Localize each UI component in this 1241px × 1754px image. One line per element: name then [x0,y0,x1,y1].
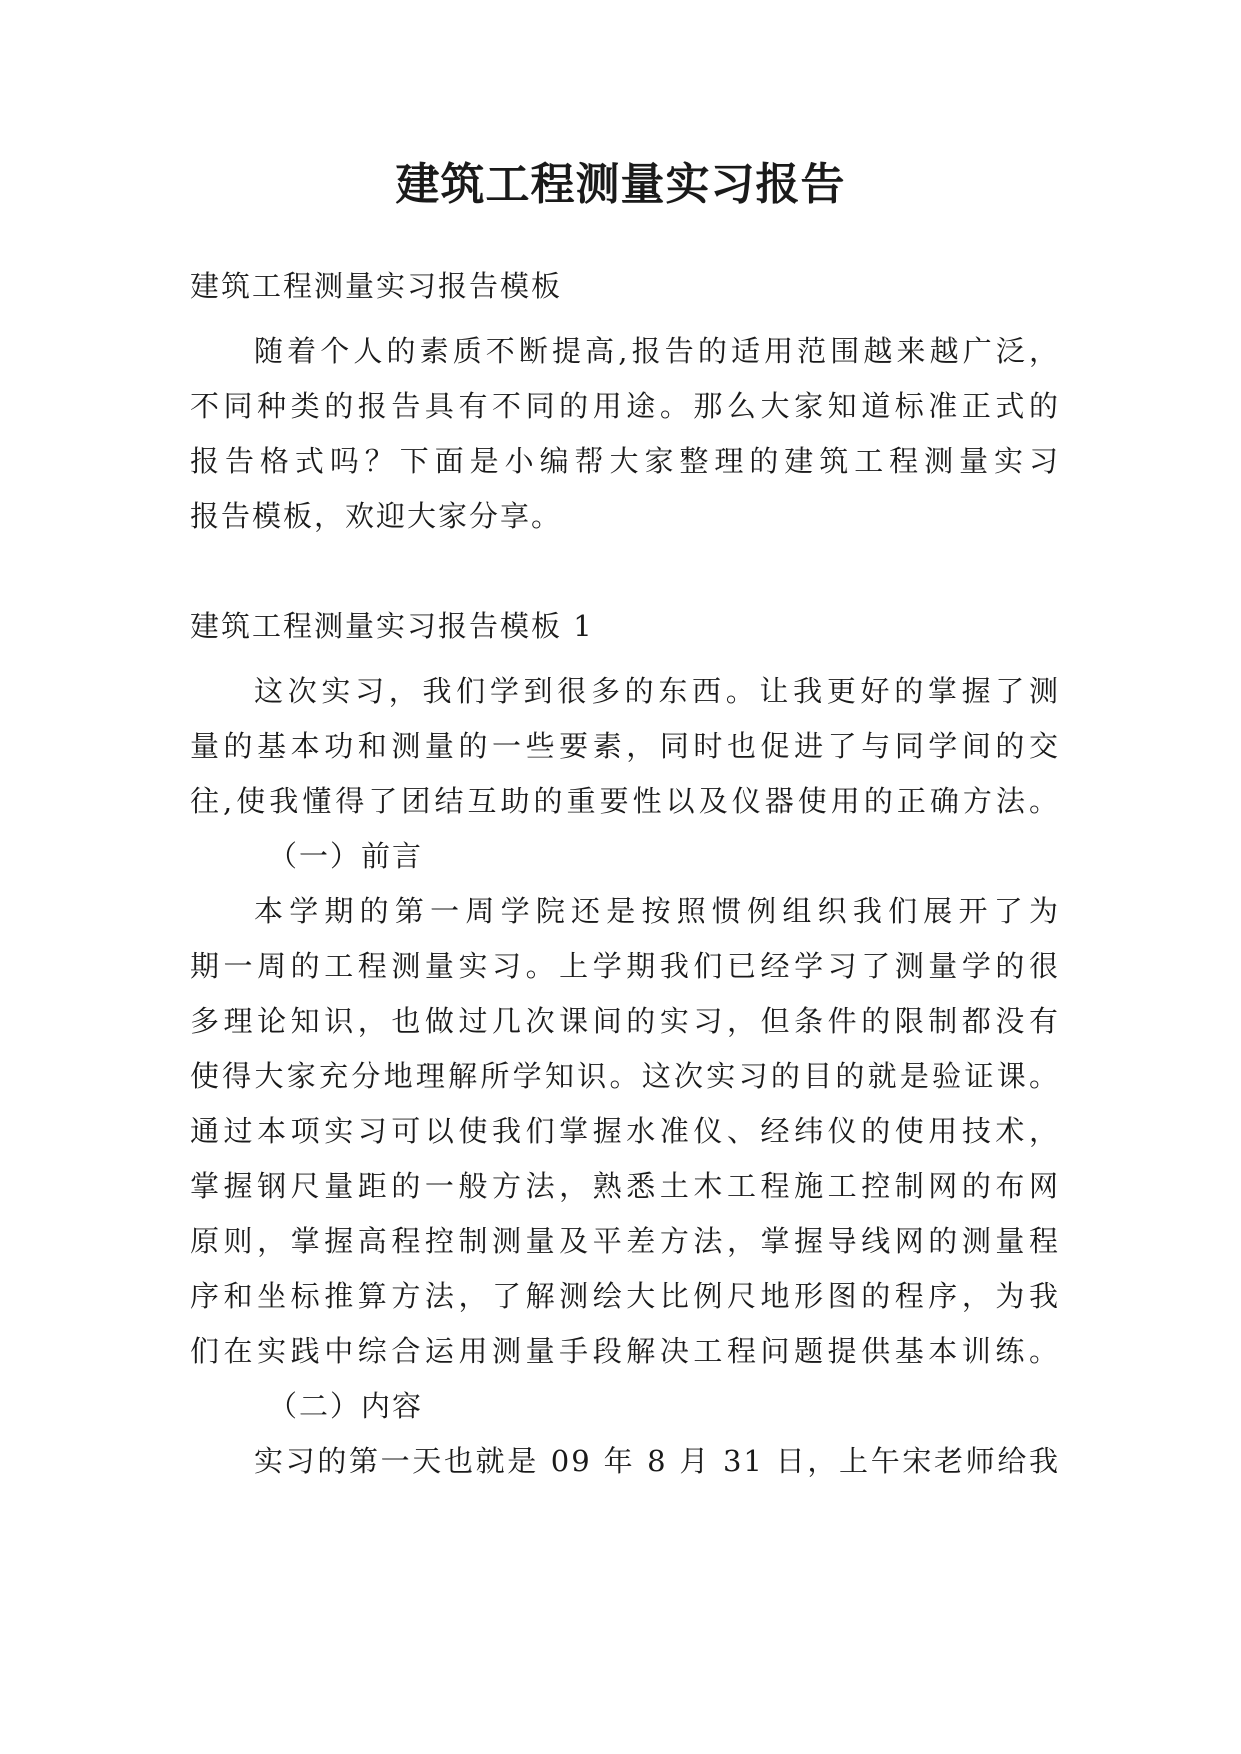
paragraph-line: 掌握钢尺量距的一般方法，熟悉土木工程施工控制网的布网 [190,1169,1060,1203]
subsection-heading: （二）内容 [268,1389,424,1423]
paragraph-line: 通过本项实习可以使我们掌握水准仪、经纬仪的使用技术， [190,1114,1060,1148]
paragraph-line: 实习的第一天也就是 09 年 8 月 31 日，上午宋老师给我 [254,1444,1060,1478]
paragraph-line: 期一周的工程测量实习。上学期我们已经学习了测量学的很 [190,949,1060,983]
paragraph-line: 这次实习，我们学到很多的东西。让我更好的掌握了测 [254,674,1060,708]
paragraph-line: 们在实践中综合运用测量手段解决工程问题提供基本训练。 [190,1334,1060,1368]
paragraph-line: 使得大家充分地理解所学知识。这次实习的目的就是验证课。 [190,1059,1060,1093]
paragraph-line: 报告模板，欢迎大家分享。 [190,499,563,533]
paragraph-line: 不同种类的报告具有不同的用途。那么大家知道标准正式的 [190,389,1060,423]
paragraph-line: 本学期的第一周学院还是按照惯例组织我们展开了为 [254,894,1060,928]
paragraph-line: 序和坐标推算方法，了解测绘大比例尺地形图的程序，为我 [190,1279,1060,1313]
paragraph-line: 报告格式吗？下面是小编帮大家整理的建筑工程测量实习 [190,444,1060,478]
paragraph-line: 原则，掌握高程控制测量及平差方法，掌握导线网的测量程 [190,1224,1060,1258]
subtitle-line: 建筑工程测量实习报告模板 [190,269,563,303]
paragraph-line: 量的基本功和测量的一些要素，同时也促进了与同学间的交 [190,729,1060,763]
section-heading: 建筑工程测量实习报告模板 1 [190,609,594,643]
subsection-heading: （一）前言 [268,839,424,873]
paragraph-line: 多理论知识，也做过几次课间的实习，但条件的限制都没有 [190,1004,1060,1038]
paragraph-line: 随着个人的素质不断提高,报告的适用范围越来越广泛， [254,334,1060,368]
paragraph-line: 往,使我懂得了团结互助的重要性以及仪器使用的正确方法。 [190,784,1060,818]
document-title: 建筑工程测量实习报告 [395,159,846,210]
